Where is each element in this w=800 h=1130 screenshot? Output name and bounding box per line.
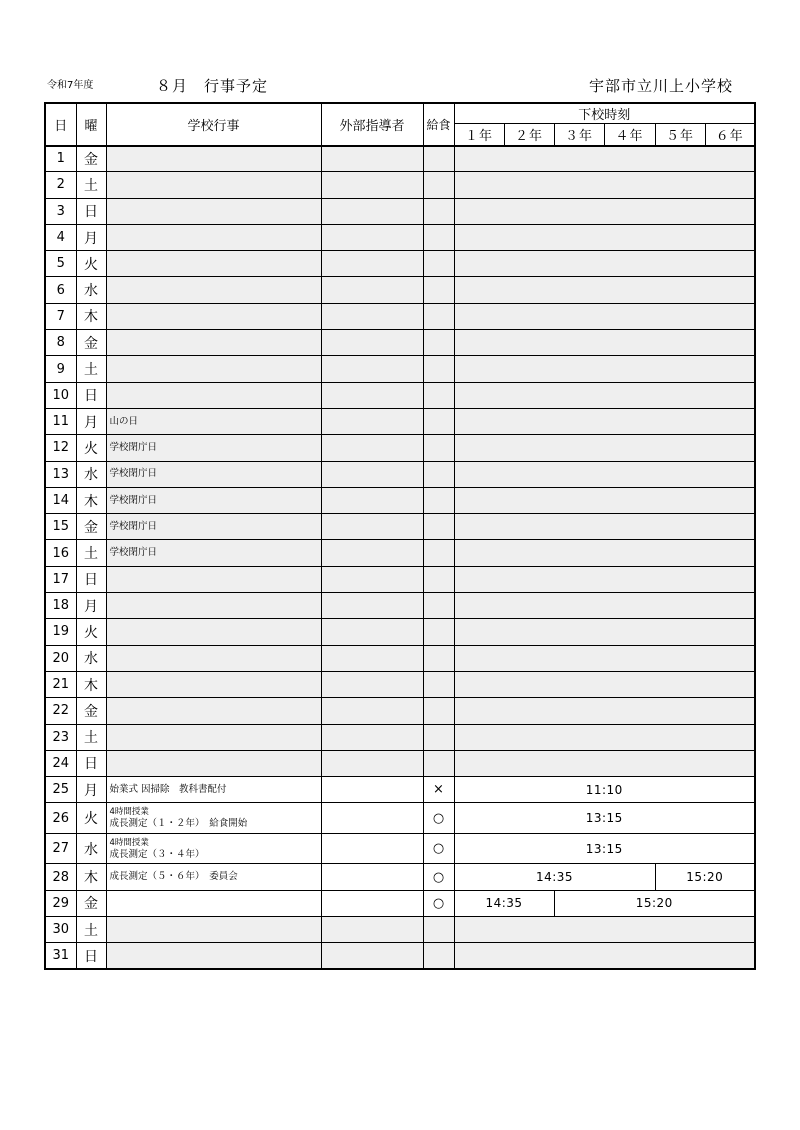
events-cell — [106, 593, 321, 619]
lunch-cell — [423, 251, 454, 277]
external-instructor-cell — [321, 198, 423, 224]
lunch-cell — [423, 198, 454, 224]
external-instructor-cell — [321, 461, 423, 487]
dismissal-time-cell: 15:20 — [655, 864, 755, 890]
weekday-cell: 水 — [76, 833, 106, 864]
external-instructor-cell — [321, 277, 423, 303]
day-cell: 2 — [45, 172, 76, 198]
event-line: 4時間授業 — [109, 807, 149, 818]
day-cell: 17 — [45, 566, 76, 592]
weekday-cell: 金 — [76, 890, 106, 916]
header-day: 日 — [45, 103, 76, 146]
lunch-cell — [423, 698, 454, 724]
event-line: 学校閉庁日 — [109, 547, 158, 559]
lunch-cell — [423, 514, 454, 540]
external-instructor-cell — [321, 917, 423, 943]
day-cell: 15 — [45, 514, 76, 540]
weekday-cell: 日 — [76, 943, 106, 969]
events-cell — [106, 330, 321, 356]
external-instructor-cell — [321, 146, 423, 172]
header-lunch: 給食 — [423, 103, 454, 146]
header-grade-6: ６年 — [705, 124, 755, 146]
header-dismissal: 下校時刻 — [454, 103, 755, 124]
external-instructor-cell — [321, 593, 423, 619]
dismissal-time-cell — [454, 943, 755, 969]
event-line: 山の日 — [109, 415, 139, 427]
external-instructor-cell — [321, 540, 423, 566]
external-instructor-cell — [321, 224, 423, 250]
header-grade-2: ２年 — [504, 124, 554, 146]
weekday-cell: 金 — [76, 514, 106, 540]
weekday-cell: 火 — [76, 619, 106, 645]
external-instructor-cell — [321, 382, 423, 408]
weekday-cell: 木 — [76, 864, 106, 890]
schedule-row — [45, 303, 755, 329]
day-cell: 12 — [45, 435, 76, 461]
table-header — [45, 103, 755, 146]
external-instructor-cell — [321, 172, 423, 198]
day-cell: 8 — [45, 330, 76, 356]
day-cell: 7 — [45, 303, 76, 329]
lunch-cell — [423, 461, 454, 487]
external-instructor-cell — [321, 619, 423, 645]
schedule-row — [45, 803, 755, 834]
schedule-row — [45, 251, 755, 277]
weekday-cell: 火 — [76, 251, 106, 277]
schedule-row — [45, 864, 755, 890]
weekday-cell: 日 — [76, 198, 106, 224]
external-instructor-cell — [321, 487, 423, 513]
events-cell — [106, 408, 321, 434]
external-instructor-cell — [321, 251, 423, 277]
events-cell — [106, 698, 321, 724]
external-instructor-cell — [321, 645, 423, 671]
event-line: 学校閉庁日 — [109, 494, 158, 506]
events-cell — [106, 435, 321, 461]
weekday-cell: 水 — [76, 461, 106, 487]
header-grade-3: ３年 — [554, 124, 604, 146]
dismissal-time-cell — [454, 461, 755, 487]
events-cell — [106, 566, 321, 592]
day-cell: 5 — [45, 251, 76, 277]
schedule-row — [45, 540, 755, 566]
dismissal-time-cell — [454, 593, 755, 619]
events-cell — [106, 356, 321, 382]
schedule-row — [45, 645, 755, 671]
external-instructor-cell — [321, 890, 423, 916]
day-cell: 24 — [45, 750, 76, 776]
lunch-cell — [423, 408, 454, 434]
day-cell: 28 — [45, 864, 76, 890]
dismissal-time-cell — [454, 277, 755, 303]
weekday-cell: 土 — [76, 172, 106, 198]
lunch-cell: ○ — [423, 864, 454, 890]
dismissal-time-cell: 11:10 — [454, 777, 755, 803]
lunch-cell — [423, 619, 454, 645]
dismissal-time-cell — [454, 224, 755, 250]
events-cell — [106, 671, 321, 697]
day-cell: 25 — [45, 777, 76, 803]
external-instructor-cell — [321, 698, 423, 724]
schedule-row — [45, 330, 755, 356]
event-line: 成長測定（５・６年） 委員会 — [109, 871, 238, 883]
day-cell: 3 — [45, 198, 76, 224]
lunch-cell — [423, 943, 454, 969]
day-cell: 22 — [45, 698, 76, 724]
events-cell — [106, 833, 321, 864]
schedule-row — [45, 224, 755, 250]
day-cell: 16 — [45, 540, 76, 566]
dismissal-time-cell: 14:35 — [454, 864, 655, 890]
day-cell: 10 — [45, 382, 76, 408]
weekday-cell: 水 — [76, 645, 106, 671]
external-instructor-cell — [321, 777, 423, 803]
lunch-cell: ○ — [423, 890, 454, 916]
events-cell — [106, 540, 321, 566]
dismissal-time-cell — [454, 172, 755, 198]
weekday-cell: 木 — [76, 487, 106, 513]
schedule-row — [45, 487, 755, 513]
dismissal-time-cell — [454, 382, 755, 408]
header-grade-4: ４年 — [604, 124, 655, 146]
schedule-row — [45, 514, 755, 540]
dismissal-time-cell: 15:20 — [554, 890, 755, 916]
schedule-row — [45, 698, 755, 724]
dismissal-time-cell — [454, 917, 755, 943]
header-weekday: 曜 — [76, 103, 106, 146]
school-name: 宇部市立川上小学校 — [588, 77, 733, 95]
events-cell — [106, 277, 321, 303]
dismissal-time-cell — [454, 330, 755, 356]
schedule-row — [45, 750, 755, 776]
external-instructor-cell — [321, 671, 423, 697]
events-cell — [106, 303, 321, 329]
event-line: 学校閉庁日 — [109, 441, 158, 453]
schedule-row — [45, 777, 755, 803]
header-external-instructor: 外部指導者 — [321, 103, 423, 146]
external-instructor-cell — [321, 303, 423, 329]
lunch-cell: ○ — [423, 833, 454, 864]
external-instructor-cell — [321, 566, 423, 592]
schedule-row — [45, 277, 755, 303]
schedule-row — [45, 593, 755, 619]
weekday-cell: 日 — [76, 382, 106, 408]
external-instructor-cell — [321, 803, 423, 834]
lunch-cell — [423, 356, 454, 382]
schedule-row — [45, 461, 755, 487]
lunch-cell — [423, 593, 454, 619]
external-instructor-cell — [321, 864, 423, 890]
lunch-cell — [423, 435, 454, 461]
weekday-cell: 火 — [76, 803, 106, 834]
schedule-row — [45, 566, 755, 592]
dismissal-time-cell — [454, 198, 755, 224]
schedule-row — [45, 435, 755, 461]
events-cell — [106, 645, 321, 671]
external-instructor-cell — [321, 514, 423, 540]
dismissal-time-cell — [454, 645, 755, 671]
dismissal-time-cell — [454, 251, 755, 277]
external-instructor-cell — [321, 330, 423, 356]
weekday-cell: 金 — [76, 146, 106, 172]
events-cell — [106, 461, 321, 487]
events-cell — [106, 487, 321, 513]
event-line: 成長測定（３・４年） — [109, 848, 205, 860]
dismissal-time-cell — [454, 356, 755, 382]
weekday-cell: 木 — [76, 303, 106, 329]
lunch-cell — [423, 330, 454, 356]
day-cell: 27 — [45, 833, 76, 864]
schedule-row — [45, 408, 755, 434]
dismissal-time-cell — [454, 750, 755, 776]
lunch-cell — [423, 172, 454, 198]
events-cell — [106, 803, 321, 834]
external-instructor-cell — [321, 356, 423, 382]
dismissal-time-cell: 13:15 — [454, 803, 755, 834]
weekday-cell: 金 — [76, 330, 106, 356]
lunch-cell — [423, 917, 454, 943]
schedule-row — [45, 382, 755, 408]
day-cell: 31 — [45, 943, 76, 969]
event-line: 成長測定（１・２年） 給食開始 — [109, 818, 248, 830]
weekday-cell: 日 — [76, 750, 106, 776]
dismissal-time-cell — [454, 408, 755, 434]
events-cell — [106, 146, 321, 172]
table-body — [45, 146, 755, 970]
events-cell — [106, 224, 321, 250]
dismissal-time-cell: 14:35 — [454, 890, 554, 916]
lunch-cell — [423, 540, 454, 566]
weekday-cell: 土 — [76, 356, 106, 382]
lunch-cell: × — [423, 777, 454, 803]
events-cell — [106, 917, 321, 943]
events-cell — [106, 382, 321, 408]
schedule-row — [45, 917, 755, 943]
day-cell: 9 — [45, 356, 76, 382]
dismissal-time-cell — [454, 671, 755, 697]
page-title: ８月 行事予定 — [156, 77, 269, 95]
header-grade-5: ５年 — [655, 124, 705, 146]
dismissal-time-cell — [454, 146, 755, 172]
schedule-row — [45, 943, 755, 969]
lunch-cell — [423, 566, 454, 592]
day-cell: 13 — [45, 461, 76, 487]
weekday-cell: 月 — [76, 408, 106, 434]
schedule-row — [45, 356, 755, 382]
events-cell — [106, 172, 321, 198]
day-cell: 6 — [45, 277, 76, 303]
day-cell: 21 — [45, 671, 76, 697]
lunch-cell — [423, 724, 454, 750]
lunch-cell — [423, 224, 454, 250]
weekday-cell: 土 — [76, 917, 106, 943]
weekday-cell: 月 — [76, 224, 106, 250]
events-cell — [106, 724, 321, 750]
day-cell: 26 — [45, 803, 76, 834]
weekday-cell: 月 — [76, 593, 106, 619]
dismissal-time-cell — [454, 566, 755, 592]
weekday-cell: 水 — [76, 277, 106, 303]
schedule-row — [45, 146, 755, 172]
events-cell — [106, 777, 321, 803]
schedule-row — [45, 619, 755, 645]
header-grade-1: １年 — [454, 124, 504, 146]
lunch-cell — [423, 382, 454, 408]
weekday-cell: 日 — [76, 566, 106, 592]
schedule-table — [44, 102, 756, 970]
events-cell — [106, 198, 321, 224]
events-cell — [106, 890, 321, 916]
lunch-cell — [423, 671, 454, 697]
dismissal-time-cell — [454, 540, 755, 566]
event-line: 始業式 因掃除 教科書配付 — [109, 783, 227, 795]
events-cell — [106, 251, 321, 277]
lunch-cell — [423, 277, 454, 303]
day-cell: 19 — [45, 619, 76, 645]
lunch-cell: ○ — [423, 803, 454, 834]
external-instructor-cell — [321, 435, 423, 461]
schedule-row — [45, 833, 755, 864]
weekday-cell: 月 — [76, 777, 106, 803]
external-instructor-cell — [321, 833, 423, 864]
day-cell: 4 — [45, 224, 76, 250]
external-instructor-cell — [321, 750, 423, 776]
dismissal-time-cell — [454, 619, 755, 645]
day-cell: 23 — [45, 724, 76, 750]
lunch-cell — [423, 750, 454, 776]
events-cell — [106, 514, 321, 540]
external-instructor-cell — [321, 943, 423, 969]
external-instructor-cell — [321, 724, 423, 750]
schedule-row — [45, 724, 755, 750]
lunch-cell — [423, 146, 454, 172]
dismissal-time-cell — [454, 303, 755, 329]
day-cell: 18 — [45, 593, 76, 619]
events-cell — [106, 619, 321, 645]
dismissal-time-cell — [454, 435, 755, 461]
weekday-cell: 火 — [76, 435, 106, 461]
day-cell: 11 — [45, 408, 76, 434]
events-cell — [106, 864, 321, 890]
dismissal-time-cell — [454, 724, 755, 750]
event-line: 4時間授業 — [109, 837, 149, 848]
weekday-cell: 土 — [76, 540, 106, 566]
dismissal-time-cell — [454, 514, 755, 540]
weekday-cell: 土 — [76, 724, 106, 750]
day-cell: 29 — [45, 890, 76, 916]
day-cell: 20 — [45, 645, 76, 671]
schedule-row — [45, 172, 755, 198]
lunch-cell — [423, 487, 454, 513]
lunch-cell — [423, 303, 454, 329]
event-line: 学校閉庁日 — [109, 468, 158, 480]
day-cell: 14 — [45, 487, 76, 513]
schedule-row — [45, 671, 755, 697]
day-cell: 30 — [45, 917, 76, 943]
fiscal-year: 令和7年度 — [47, 80, 94, 91]
events-cell — [106, 750, 321, 776]
schedule-row — [45, 890, 755, 916]
weekday-cell: 木 — [76, 671, 106, 697]
header-events: 学校行事 — [106, 103, 321, 146]
external-instructor-cell — [321, 408, 423, 434]
dismissal-time-cell — [454, 698, 755, 724]
event-line: 学校閉庁日 — [109, 520, 158, 532]
lunch-cell — [423, 645, 454, 671]
dismissal-time-cell — [454, 487, 755, 513]
weekday-cell: 金 — [76, 698, 106, 724]
schedule-row — [45, 198, 755, 224]
dismissal-time-cell: 13:15 — [454, 833, 755, 864]
events-cell — [106, 943, 321, 969]
day-cell: 1 — [45, 146, 76, 172]
